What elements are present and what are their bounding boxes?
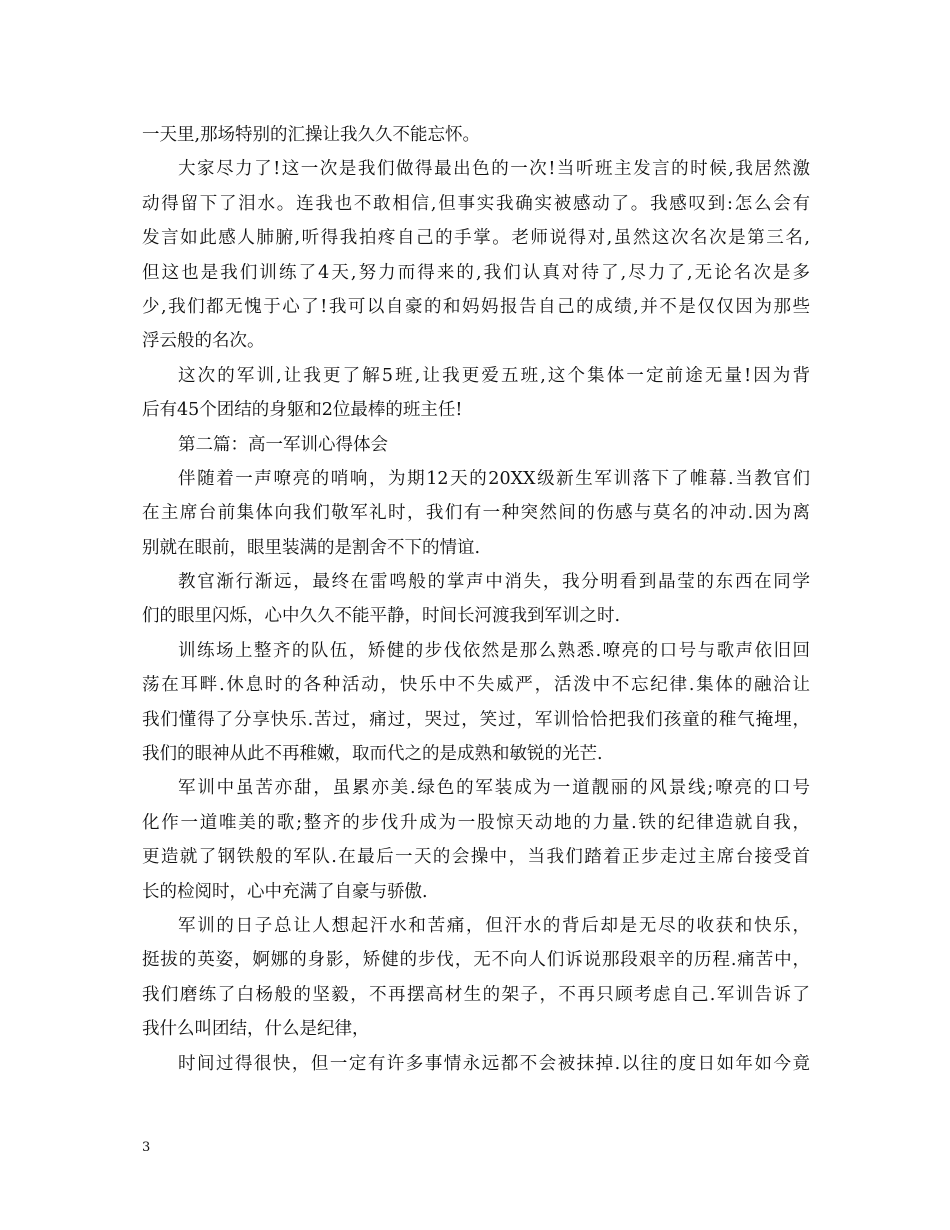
- text-line: 少,我们都无愧于心了!我可以自豪的和妈妈报告自己的成绩,并不是仅仅因为那些: [142, 296, 810, 317]
- text-line: 我什么叫团结，什么是纪律，: [142, 1019, 370, 1040]
- text-line: 但这也是我们训练了4天,努力而得来的,我们认真对待了,尽力了,无论名次是多: [142, 262, 810, 283]
- document-body: [142, 118, 810, 1081]
- text-line: 我们懂得了分享快乐.苦过，痛过，哭过，笑过，军训恰恰把我们孩童的稚气掩埋，: [142, 709, 810, 730]
- text-line: 教官渐行渐远，最终在雷鸣般的掌声中消失，我分明看到晶莹的东西在同学: [178, 572, 810, 593]
- page-number: 3: [142, 1140, 151, 1155]
- text-line: 训练场上整齐的队伍，矫健的步伐依然是那么熟悉.嘹亮的口号与歌声依旧回: [178, 640, 810, 661]
- text-line: 我们的眼神从此不再稚嫩，取而代之的是成熟和敏锐的光芒.: [142, 744, 603, 765]
- text-line: 伴随着一声嘹亮的哨响，为期12天的20XX级新生军训落下了帷幕.当教官们: [178, 468, 810, 489]
- text-line: 别就在眼前，眼里装满的是割舍不下的情谊.: [142, 537, 481, 558]
- text-line: 军训中虽苦亦甜，虽累亦美.绿色的军装成为一道靓丽的风景线;嘹亮的口号: [178, 778, 810, 799]
- text-line: 浮云般的名次。: [142, 331, 265, 352]
- text-line: 化作一道唯美的歌;整齐的步伐升成为一股惊天动地的力量.铁的纪律造就自我，: [142, 812, 810, 833]
- text-line: 时间过得很快，但一定有许多事情永远都不会被抹掉.以往的度日如年如今竟: [178, 1053, 810, 1074]
- text-line: 们的眼里闪烁，心中久久不能平静，时间长河渡我到军训之时.: [142, 606, 621, 627]
- text-line: 挺拔的英姿，婀娜的身影，矫健的步伐，无不向人们诉说那段艰辛的历程.痛苦中，: [142, 950, 810, 971]
- text-line: 更造就了钢铁般的军队.在最后一天的会操中，当我们踏着正步走过主席台接受首: [142, 847, 810, 868]
- text-line: 后有45个团结的身躯和2位最棒的班主任!: [142, 400, 463, 421]
- text-line: 荡在耳畔.休息时的各种活动，快乐中不失威严，活泼中不忘纪律.集体的融洽让: [142, 675, 810, 696]
- text-line: 大家尽力了!这一次是我们做得最出色的一次!当听班主发言的时候,我居然激: [178, 159, 810, 180]
- text-line: 我们磨练了白杨般的坚毅，不再摆高材生的架子，不再只顾考虑自己.军训告诉了: [142, 984, 810, 1005]
- text-line: 长的检阅时，心中充满了自豪与骄傲.: [142, 881, 428, 902]
- text-line: 一天里,那场特别的汇操让我久久不能忘怀。: [142, 125, 481, 145]
- section-heading: 第二篇：高一军训心得体会: [178, 434, 388, 455]
- text-line: 在主席台前集体向我们敬军礼时，我们有一种突然间的伤感与莫名的冲动.因为离: [142, 503, 810, 524]
- text-line: 军训的日子总让人想起汗水和苦痛，但汗水的背后却是无尽的收获和快乐，: [178, 915, 810, 936]
- text-line: 这次的军训,让我更了解5班,让我更爱五班,这个集体一定前途无量!因为背: [178, 365, 810, 386]
- text-line: 动得留下了泪水。连我也不敢相信,但事实我确实被感动了。我感叹到:怎么会有: [142, 193, 810, 214]
- text-line: 发言如此感人肺腑,听得我拍疼自己的手掌。老师说得对,虽然这次名次是第三名,: [142, 228, 810, 249]
